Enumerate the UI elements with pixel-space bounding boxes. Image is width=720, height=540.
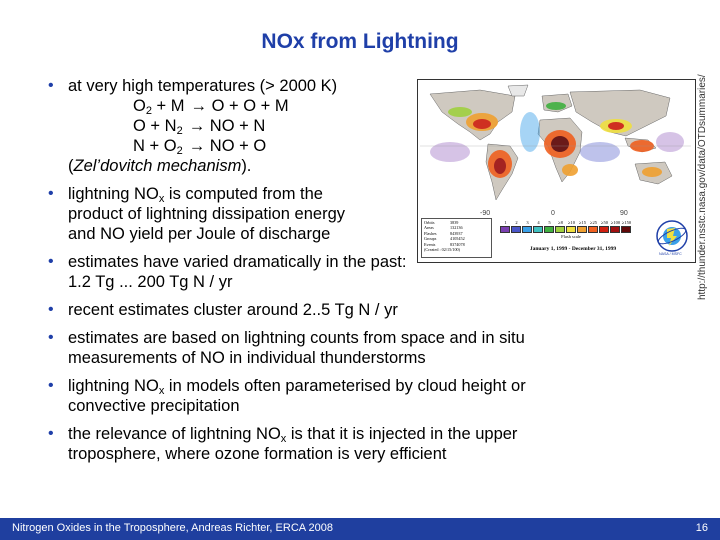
- bullet-parameterisation: • lightning $NO_x$ in models often parameterised by cloud height or convective precipitation: [48, 376, 648, 416]
- scale-number: ≥100: [610, 220, 621, 225]
- scale-number: ≥8: [558, 220, 563, 225]
- scale-swatch: [500, 226, 510, 233]
- stats-box: Orbits 3839 Areas 132136 Flashes 843937 Groups 4105452 Events 8374078 (Created : 02/15/100): [421, 218, 492, 258]
- scale-number: 5: [548, 220, 551, 225]
- tick-label: 90: [620, 210, 628, 217]
- tick-label: -90: [480, 210, 491, 217]
- mechanism-note: (Zel’dovitch mechanism).: [68, 157, 252, 175]
- scale-number: ≥15: [579, 220, 586, 225]
- equation-2: $O + N_2$ → NO + N: [133, 117, 266, 137]
- scale-swatch: [511, 226, 521, 233]
- equation-3: $N + O_2$ → NO + O: [133, 137, 267, 157]
- bullet-recent-estimates: • recent estimates cluster around 2..5 Tg N / yr: [48, 300, 648, 320]
- footer-bar: [0, 518, 720, 540]
- scale-swatch: [544, 226, 554, 233]
- scale-number: ≥25: [590, 220, 597, 225]
- world-lightning-map: [420, 82, 691, 210]
- source-url-credit: http://thunder.nsstc.nasa.gov/data/OTDsummaries/: [697, 74, 708, 300]
- bullet-based-on-counts: • estimates are based on lightning counts from space and in situ measurements of NO in individual thunderstorms: [48, 328, 648, 368]
- scale-number: ≥50: [601, 220, 608, 225]
- scale-number: 4: [537, 220, 540, 225]
- scale-swatch: [522, 226, 532, 233]
- scale-swatch: [599, 226, 609, 233]
- tick-label: 0: [551, 210, 555, 217]
- bullet-estimates-past: • estimates have varied dramatically in the past: 1.2 Tg ... 200 Tg N / yr: [48, 252, 648, 292]
- scale-number: ≥150: [621, 220, 632, 225]
- footer-citation: Nitrogen Oxides in the Troposphere, Andreas Richter, ERCA 2008: [12, 522, 334, 534]
- logo-caption: NASA / MSFC: [659, 252, 682, 256]
- flash-scale-caption: Flash scale: [561, 234, 581, 239]
- scale-number: 2: [515, 220, 518, 225]
- bullet-lightning-nox: • lightning $NO_x$ is computed from the product of lightning dissipation energy and NO yield per Joule of discharge: [48, 184, 648, 244]
- equation-1: $O_2 + M \to O + O + M$: [133, 97, 289, 117]
- lightning-flash-map-figure: [417, 79, 696, 263]
- scale-swatch: [621, 226, 631, 233]
- page-number: 16: [695, 522, 708, 534]
- scale-swatch: [533, 226, 543, 233]
- date-range: January 1, 1999 - December 31, 1999: [529, 246, 617, 252]
- scale-number: ≥10: [568, 220, 575, 225]
- slide-title: NOx from Lightning: [261, 30, 459, 53]
- scale-swatch: [555, 226, 565, 233]
- scale-swatch: [577, 226, 587, 233]
- flash-scale-legend: [500, 220, 642, 248]
- scale-swatch: [566, 226, 576, 233]
- scale-number: 1: [504, 220, 507, 225]
- scale-swatch: [610, 226, 620, 233]
- scale-number: 3: [526, 220, 529, 225]
- bullet-text: • at very high temperatures (> 2000 K): [68, 77, 338, 95]
- scale-swatch: [588, 226, 598, 233]
- bullet-relevance: • the relevance of lightning $NO_x$ is that it is injected in the upper troposphere, where ozone formation is very efficient: [48, 424, 648, 464]
